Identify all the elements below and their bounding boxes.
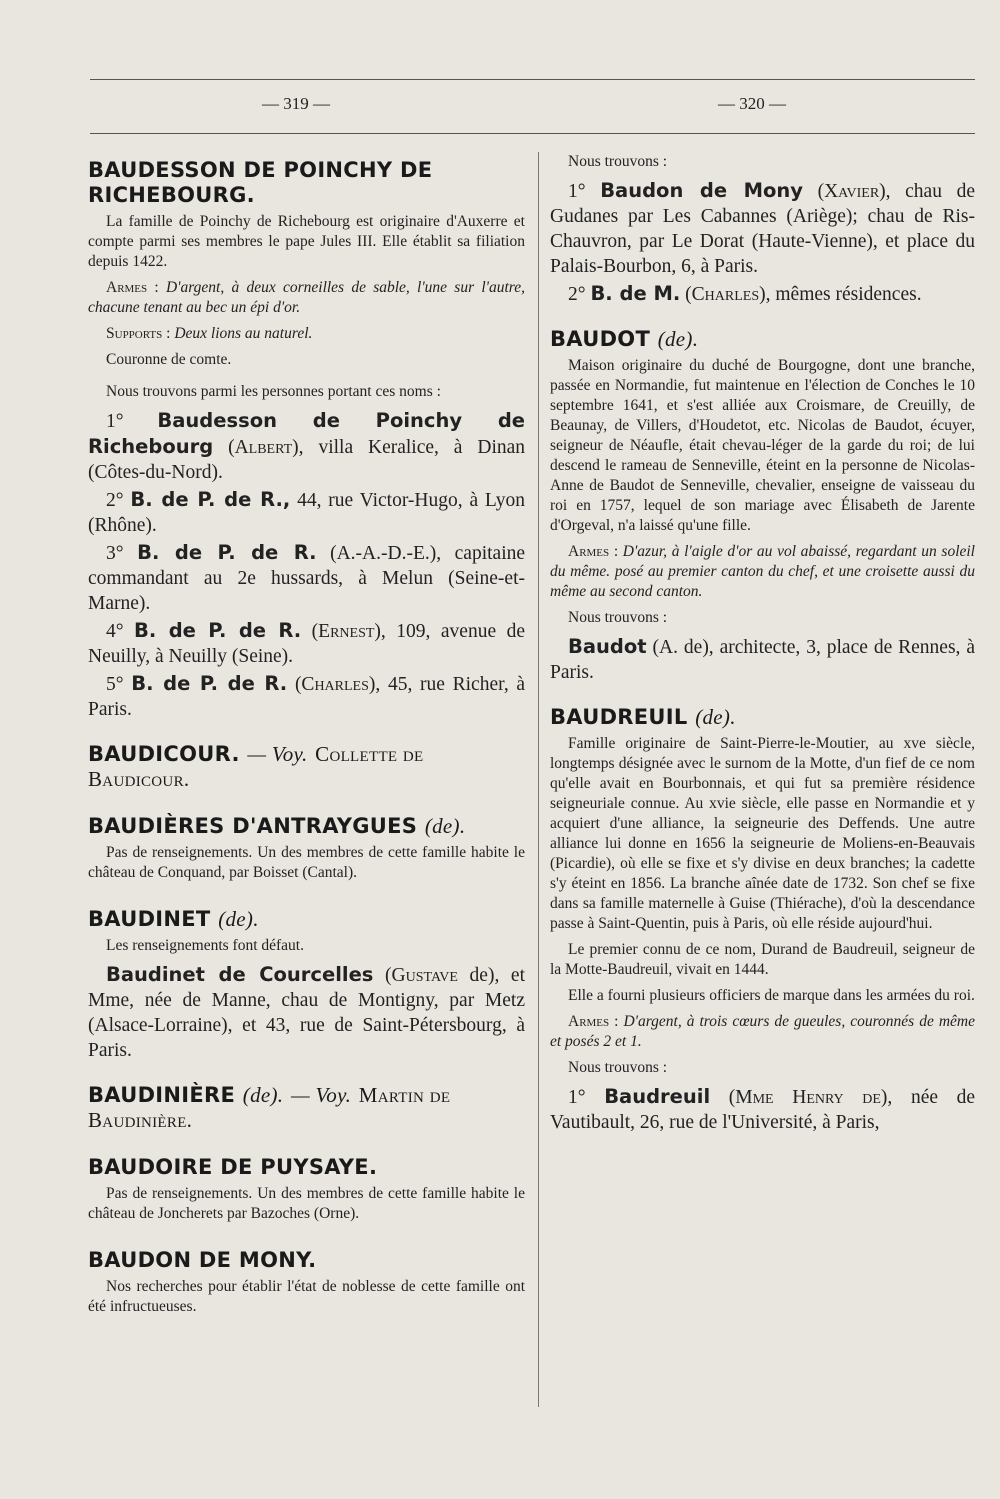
- entry-particle: (de).: [242, 1083, 284, 1107]
- item-number: 2°: [106, 490, 124, 511]
- person-name: Baudot: [568, 635, 647, 658]
- person-name: B. de P. de R.,: [130, 488, 291, 511]
- person-address: villa Keralice, à Dinan (Côtes-du-Nord).: [88, 437, 526, 483]
- page-number-right: — 320 —: [718, 94, 786, 113]
- couronne-line: Couronne de comte.: [106, 351, 232, 368]
- armes-label: Armes :: [106, 279, 159, 296]
- left-column: [88, 152, 525, 1323]
- entry-title: BAUDESSON DE POINCHY DE RICHEBOURG.: [88, 158, 433, 207]
- entry-name: BAUDINIÈRE: [88, 1083, 236, 1107]
- entry-particle: (de).: [424, 814, 466, 838]
- right-column: [550, 152, 975, 1137]
- entry-paragraph: La famille de Poinchy de Richebourg est originaire d'Auxerre et compte parmi ses membres le pape Jules III. Elle établit sa filiation depuis 1422.: [88, 213, 525, 270]
- entry-name: BAUDOT: [550, 327, 651, 351]
- person-item: [88, 618, 525, 669]
- armes-line: [550, 1012, 975, 1052]
- voy-reference: — Voy.: [290, 1083, 352, 1107]
- person-given-name: (A. de),: [652, 637, 714, 658]
- person-name: Baudesson de Poinchy de Richebourg: [88, 409, 525, 458]
- person-address: mêmes résidences.: [775, 284, 922, 305]
- armes-line: [88, 278, 525, 318]
- entry-name: BAUDINET: [88, 907, 211, 931]
- entry-particle: (de).: [218, 907, 259, 931]
- person-given-name: (Gustave: [385, 965, 458, 986]
- item-number: 4°: [106, 621, 124, 642]
- person-address: 44, rue Victor-Hugo, à Lyon (Rhône).: [88, 490, 526, 536]
- item-number: 1°: [568, 181, 586, 202]
- person-address: 109, avenue de Neuilly, à Neuilly (Seine).: [88, 621, 525, 667]
- person-name: Baudon de Mony: [600, 179, 803, 202]
- person-name: B. de P. de R.: [131, 672, 288, 695]
- supports-text: Deux lions au naturel.: [174, 325, 313, 342]
- person-item: [88, 408, 525, 485]
- page-number-left: — 319 —: [262, 94, 330, 113]
- person-given-name: (Albert),: [228, 437, 304, 458]
- intro-line: Nous trouvons :: [568, 1059, 668, 1076]
- person-address: née de Vautibault, 26, rue de l'Université, à Paris,: [550, 1087, 976, 1133]
- entry-title: [550, 327, 975, 352]
- entry-paragraph: Pas de renseignements. Un des membres de cette famille habite le château de Conquand, par Boisset (Cantal).: [88, 844, 525, 881]
- entry-title: BAUDOIRE DE PUYSAYE.: [88, 1155, 378, 1179]
- entry-title: [88, 1083, 525, 1133]
- entry-paragraph: Elle a fourni plusieurs officiers de marque dans les armées du roi.: [568, 987, 975, 1004]
- armes-text: D'argent, à trois cœurs de gueules, couronnés de même et posés 2 et 1.: [550, 1013, 975, 1050]
- entry-name: BAUDREUIL: [550, 705, 688, 729]
- item-number: 2°: [568, 284, 586, 305]
- supports-label: Supports :: [106, 325, 171, 342]
- intro-line: Nous trouvons :: [568, 153, 668, 170]
- person-name: B. de P. de R.: [134, 619, 302, 642]
- entry-paragraph: Le premier connu de ce nom, Durand de Baudreuil, seigneur de la Motte-Baudreuil, vivait en 1444.: [550, 941, 975, 978]
- entry-particle: (de).: [695, 705, 736, 729]
- armes-label: Armes :: [568, 543, 619, 560]
- person-given-name: (Charles),: [685, 284, 771, 305]
- supports-line: [88, 324, 525, 344]
- entry-title: [88, 814, 525, 839]
- person-name: B. de M.: [590, 282, 681, 305]
- person-name: B. de P. de R.: [137, 541, 317, 564]
- entry-title: [88, 742, 525, 792]
- entry-title: BAUDON DE MONY.: [88, 1248, 317, 1272]
- top-rule: [90, 79, 975, 80]
- entry-title: [88, 907, 525, 932]
- person-given-name: (Charles),: [294, 674, 381, 695]
- person-address: (A.-A.-D.-E.), capitaine commandant au 2e hussards, à Melun (Seine-et-Marne).: [88, 543, 526, 614]
- intro-line: Nous trouvons parmi les personnes portant ces noms :: [106, 383, 441, 400]
- entry-paragraph: Les renseignements font défaut.: [106, 937, 304, 954]
- armes-text: D'argent, à deux corneilles de sable, l'une sur l'autre, chacune tenant au bec un épi d'or.: [88, 279, 525, 316]
- column-divider: [538, 152, 539, 1407]
- person-given-name: (Xavier),: [817, 181, 891, 202]
- voy-reference: — Voy.: [247, 742, 308, 766]
- person-address: de), et Mme, née de Manne, chau de Montigny, par Metz (Alsace-Lorraine), et 43, rue de Saint-Pétersbourg, à Paris.: [88, 965, 526, 1061]
- entry-paragraph: Maison originaire du duché de Bourgogne, dont une branche, passée en Normandie, fut maintenue en l'élection de Conches le 10 septembre 1641, et s'est alliée aux Croismare, de Creuilly, de Beaunay, de Villers, d'Houdetot, etc. Nicolas de Baudot, écuyer, seigneur de Néaufle, était chevau-léger de la garde du roi; de lui descend le rameau de Senneville, éteint en la personne de Nicolas-Anne de Baudot de Senneville, chevalier, enseigne de vaisseau du roi en 1757, lequel de son mariage avec Élisabeth de Jarente d'Orgeval, n'a laissé qu'une fille.: [550, 357, 975, 534]
- person-address: 45, rue Richer, à Paris.: [88, 674, 526, 720]
- entry-name: BAUDIÈRES D'ANTRAYGUES: [88, 814, 418, 838]
- person-item: [550, 1084, 975, 1135]
- entry-particle: (de).: [657, 327, 699, 351]
- person-given-name: (Ernest),: [311, 621, 386, 642]
- entry-paragraph: Pas de renseignements. Un des membres de cette famille habite le château de Joncherets par Bazoches (Orne).: [88, 1185, 525, 1222]
- person-item: [88, 540, 525, 616]
- person-item: [88, 962, 525, 1063]
- entry-name: BAUDICOUR.: [88, 742, 240, 766]
- entry-paragraph: Nos recherches pour établir l'état de noblesse de cette famille ont été infructueuses.: [88, 1278, 525, 1315]
- person-given-name: (Mme Henry de),: [728, 1087, 893, 1108]
- item-number: 3°: [106, 543, 124, 564]
- person-name: Baudinet de Courcelles: [106, 963, 374, 986]
- person-item: [550, 634, 975, 685]
- person-item: [550, 281, 975, 307]
- entry-paragraph: Famille originaire de Saint-Pierre-le-Moutier, au xve siècle, longtemps désignée avec le surnom de la Motte, d'un fief de ce nom qu'elle avait en Bourbonnais, et qui fut sa première résidence seigneuriale connue. Au xvie siècle, elle passe en Normandie et y acquiert d'une alliance, la seigneurie des Deffends. Une autre alliance lui donne en 1656 la seigneurie de Moliens-en-Beauvais (Picardie), où elle se fixe et s'y divise en deux branches; la cadette s'y éteint en 1856. La branche aînée date de 1732. Son chef se fixe dans sa famille maternelle à Guise (Thiérache), d'où la descendance passe à Saint-Quentin, puis à Paris, où elle réside aujourd'hui.: [550, 735, 975, 932]
- person-item: [550, 178, 975, 279]
- armes-line: [550, 542, 975, 602]
- person-item: [88, 671, 525, 722]
- cross-reference: Collette de Baudicour.: [88, 742, 424, 791]
- person-name: Baudreuil: [604, 1085, 711, 1108]
- person-address: architecte, 3, place de Rennes, à Paris.: [550, 637, 976, 683]
- armes-label: Armes :: [568, 1013, 619, 1030]
- intro-line: Nous trouvons :: [568, 609, 668, 626]
- entry-title: [550, 705, 975, 730]
- person-item: [88, 487, 525, 538]
- item-number: 1°: [568, 1087, 586, 1108]
- person-address: chau de Gudanes par Les Cabannes (Ariège); chau de Ris-Chauvron, par Le Dorat (Haute-Vienne), et place du Palais-Bourbon, 6, à Paris.: [550, 181, 975, 277]
- item-number: 5°: [106, 674, 124, 695]
- cross-reference: Martin de Baudinière.: [88, 1083, 451, 1132]
- item-number: 1°: [106, 411, 124, 432]
- armes-text: D'azur, à l'aigle d'or au vol abaissé, regardant un soleil du même. posé au premier canton du chef, et une croisette aussi du même au second canton.: [550, 543, 975, 600]
- header-rule: [90, 133, 975, 134]
